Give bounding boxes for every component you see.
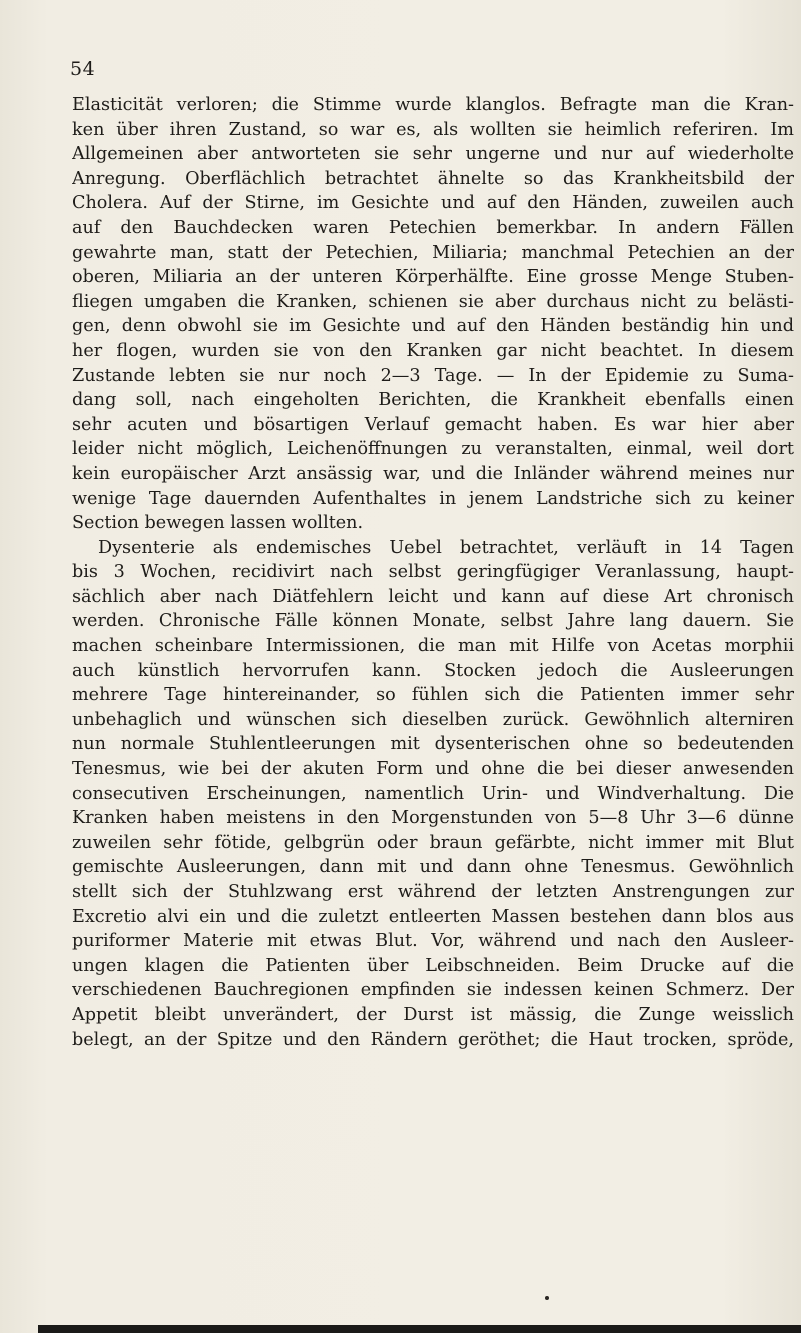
text-line: auf den Bauchdecken waren Petechien bemerkbar. In andern Fällen [72,217,794,238]
ink-speck [545,1296,549,1300]
text-line: Excretio alvi ein und die zuletzt entleerten Massen bestehen dann blos aus [72,906,794,927]
text-line: wenige Tage dauernden Aufenthaltes in jenem Landstriche sich zu keiner [72,488,794,509]
text-line: machen scheinbare Intermissionen, die man mit Hilfe von Acetas morphii [72,636,794,657]
page-bottom-edge [38,1325,801,1333]
text-line: Anregung. Oberflächlich betrachtet ähnelte so das Krankheitsbild der [72,168,794,189]
text-line: Dysenterie als endemisches Uebel betrachtet, verläuft in 14 Tagen [98,537,794,558]
text-line: dang soll, nach eingeholten Berichten, die Krankheit ebenfalls einen [72,390,794,411]
text-line: werden. Chronische Fälle können Monate, selbst Jahre lang dauern. Sie [72,611,794,632]
text-line: her flogen, wurden sie von den Kranken gar nicht beachtet. In diesem [72,340,794,361]
text-line: Allgemeinen aber antworteten sie sehr ungerne und nur auf wiederholte [72,144,794,165]
text-line: stellt sich der Stuhlzwang erst während der letzten Anstrengungen zur [72,882,794,902]
text-line: kein europäischer Arzt ansässig war, und die Inländer während meines nur [72,463,794,484]
paragraph-2 [72,536,794,1052]
text-line: sehr acuten und bösartigen Verlauf gemacht haben. Es war hier aber [72,414,794,435]
text-line: verschiedenen Bauchregionen empfinden sie indessen keinen Schmerz. Der [72,980,794,1001]
text-line: leider nicht möglich, Leichenöffnungen zu veranstalten, einmal, weil dort [72,439,794,460]
text-line: fliegen umgaben die Kranken, schienen sie aber durchaus nicht zu belästi- [72,291,794,312]
body-text [72,93,794,1052]
text-line: Kranken haben meistens in den Morgenstunden von 5—8 Uhr 3—6 dünne [72,808,794,829]
text-line: sächlich aber nach Diätfehlern leicht und kann auf diese Art chronisch [72,586,794,607]
text-line: ungen klagen die Patienten über Leibschneiden. Beim Drucke auf die [72,955,794,976]
text-line: ken über ihren Zustand, so war es, als wollten sie heimlich referiren. Im [72,119,794,140]
text-line: Cholera. Auf der Stirne, im Gesichte und auf den Händen, zuweilen auch [72,193,794,214]
text-line: oberen, Miliaria an der unteren Körperhälfte. Eine grosse Menge Stuben- [72,267,794,288]
text-line: Section bewegen lassen wollten. [72,513,364,534]
text-line: Zustande lebten sie nur noch 2—3 Tage. — In der Epidemie zu Suma- [72,365,794,386]
text-line: gen, denn obwohl sie im Gesichte und auf den Händen beständig hin und [72,316,794,337]
text-line: mehrere Tage hintereinander, so fühlen sich die Patienten immer sehr [72,685,794,706]
text-line: puriformer Materie mit etwas Blut. Vor, während und nach den Ausleer- [72,931,794,952]
text-line: belegt, an der Spitze und den Rändern geröthet; die Haut trocken, spröde, [72,1029,794,1050]
text-line: nun normale Stuhlentleerungen mit dysenterischen ohne so bedeutenden [72,734,794,755]
text-line: unbehaglich und wünschen sich dieselben zurück. Gewöhnlich alterniren [72,709,794,730]
text-line: gemischte Ausleerungen, dann mit und dann ohne Tenesmus. Gewöhnlich [72,857,794,878]
text-line: zuweilen sehr fötide, gelbgrün oder braun gefärbte, nicht immer mit Blut [72,832,794,853]
text-line: Tenesmus, wie bei der akuten Form und ohne die bei dieser anwesenden [72,759,794,780]
page-number: 54 [70,58,96,80]
text-line: gewahrte man, statt der Petechien, Miliaria; manchmal Petechien an der [72,242,794,263]
text-line: Appetit bleibt unverändert, der Durst ist mässig, die Zunge weisslich [72,1004,794,1025]
paragraph-1 [72,93,794,536]
text-line: consecutiven Erscheinungen, namentlich Urin- und Windverhaltung. Die [72,783,794,804]
text-line: auch künstlich hervorrufen kann. Stocken jedoch die Ausleerungen [72,660,794,681]
text-line: bis 3 Wochen, recidivirt nach selbst geringfügiger Veranlassung, haupt- [72,562,794,583]
text-line: Elasticität verloren; die Stimme wurde klanglos. Befragte man die Kran- [72,95,794,115]
